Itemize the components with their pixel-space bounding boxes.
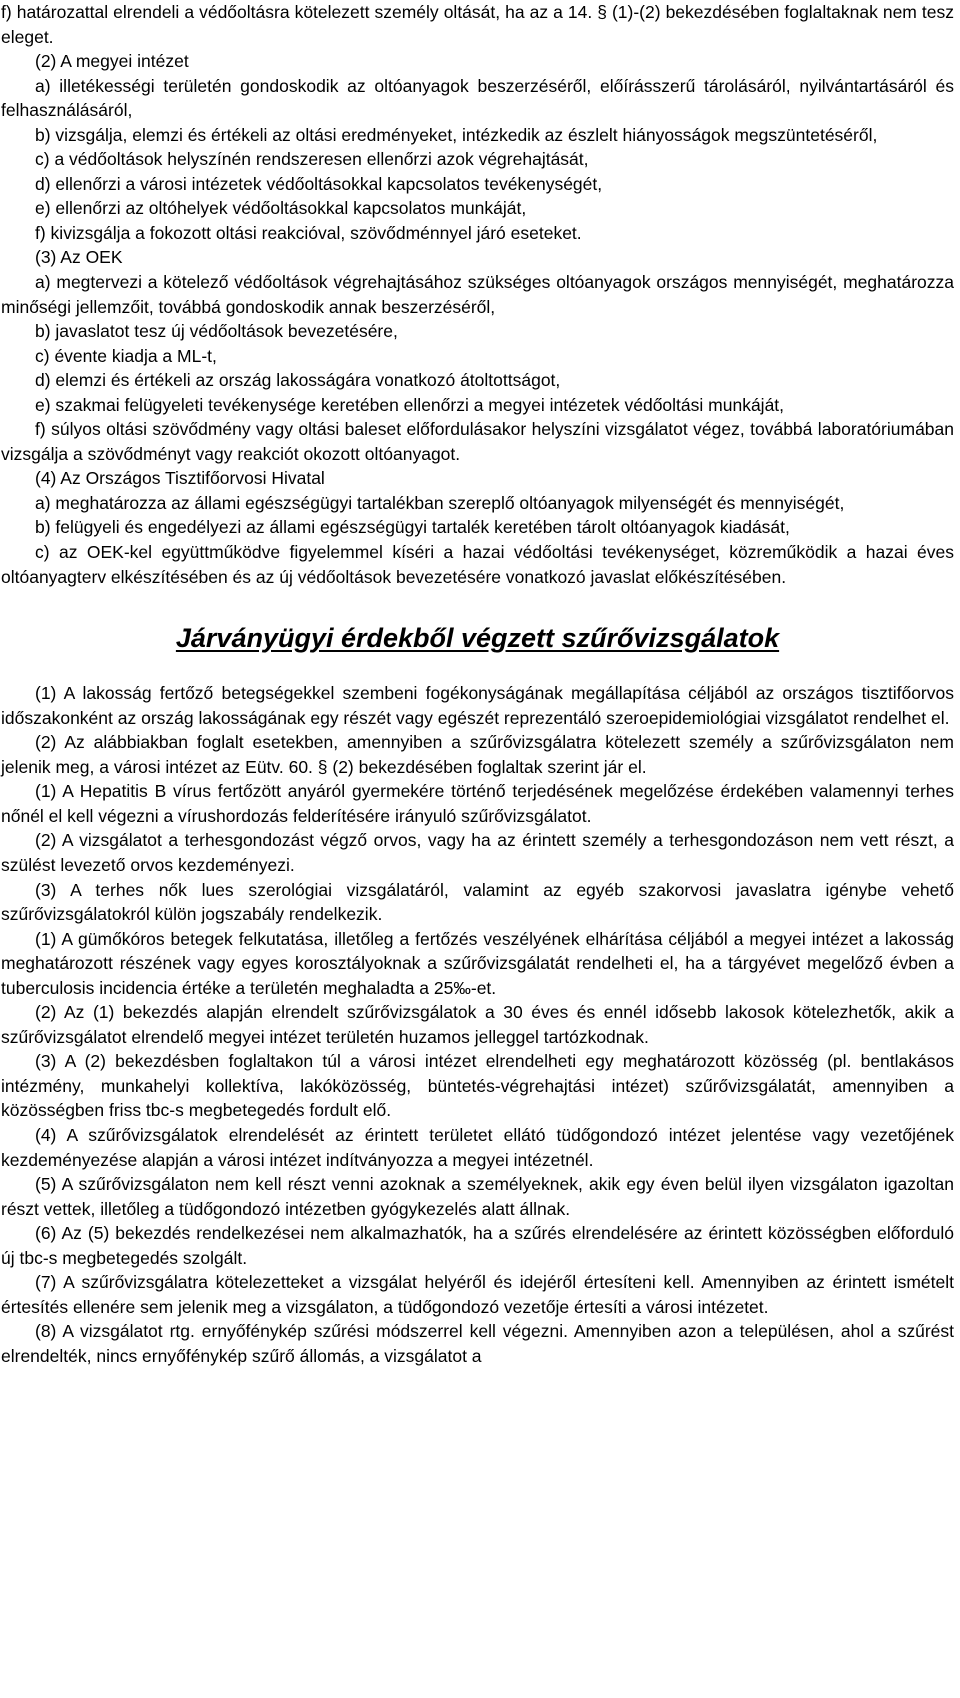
document-body-upper [1,0,954,589]
paragraph: (1) A Hepatitis B vírus fertőzött anyáról gyermekére történő terjedésének megelőzése érdekében valamennyi terhes nőnél el kell végezni a vírushordozás felderítésére irányuló szűrővizsgálatot. [1,781,954,826]
paragraph: e) ellenőrzi az oltóhelyek védőoltásokkal kapcsolatos munkáját, [35,198,527,219]
paragraph: e) szakmai felügyeleti tevékenysége keretében ellenőrzi a megyei intézetek védőoltási munkáját, [35,394,785,415]
paragraph: (1) A gümőkóros betegek felkutatása, illetőleg a fertőzés veszélyének elhárítása céljából a megyei intézet a lakosság meghatározott részének vagy egyes korosztályoknak a szűrővizsgálatát rendelheti el, ha a tárgyévet megelőző évben a tuberculosis incidencia értéke a területén meghaladta a 25‰-et. [1,928,954,998]
paragraph: (3) A terhes nők lues szerológiai vizsgálatáról, valamint az egyéb szakorvosi javaslatra igénybe vehető szűrővizsgálatokról külön jogszabály rendelkezik. [1,879,954,925]
paragraph: (3) Az OEK [35,247,123,268]
paragraph: (4) Az Országos Tisztifőorvosi Hivatal [35,468,325,489]
paragraph: (2) A vizsgálatot a terhesgondozást végző orvos, vagy ha az érintett személy a terhesgondozáson nem vett részt, a szülést levezető orvos kezdeményezi. [1,830,954,875]
paragraph: f) kivizsgálja a fokozott oltási reakcióval, szövődménnyel járó eseteket. [35,222,582,243]
paragraph: b) felügyeli és engedélyezi az állami egészségügyi tartalék keretében tárolt oltóanyagok kiadását, [35,517,790,538]
paragraph: c) az OEK-kel együttműködve figyelemmel kíséri a hazai védőoltási tevékenységet, közreműködik a hazai éves oltóanyagterv elkészítésében és az új védőoltások bevezetésére vonatkozó javaslat előkészítésében. [1,542,954,587]
paragraph: (7) A szűrővizsgálatra kötelezetteket a vizsgálat helyéről és idejéről értesíteni kell. Amennyiben az érintett ismételt értesítés ellenére sem jelenik meg a vizsgálaton, a tüdőgondozó vezetője értesíti a városi intézetet. [1,1272,954,1317]
paragraph: f) súlyos oltási szövődmény vagy oltási baleset előfordulásakor helyszíni vizsgálatot végez, továbbá laboratóriumában vizsgálja a szövődményt vagy reakciót okozott oltóanyagot. [1,419,954,464]
paragraph: (6) Az (5) bekezdés rendelkezései nem alkalmazhatók, ha a szűrés elrendelésére az érintett közösségben előforduló új tbc-s megbetegedés szolgált. [1,1223,954,1268]
document-body-lower [1,681,954,1368]
paragraph: d) elemzi és értékeli az ország lakosságára vonatkozó átoltottságot, [35,370,561,391]
paragraph: d) ellenőrzi a városi intézetek védőoltásokkal kapcsolatos tevékenységét, [35,173,603,194]
paragraph: (2) Az alábbiakban foglalt esetekben, amennyiben a szűrővizsgálatra kötelezett személy a szűrővizsgálaton nem jelenik meg, a városi intézet az Eütv. 60. § (2) bekezdésében foglaltak szerint jár el. [1,732,954,777]
paragraph: a) megtervezi a kötelező védőoltások végrehajtásához szükséges oltóanyagok országos mennyiségét, meghatározza minőségi jellemzőit, továbbá gondoskodik annak beszerzéséről, [1,272,954,317]
paragraph: c) évente kiadja a ML-t, [35,345,217,366]
paragraph: c) a védőoltások helyszínén rendszeresen ellenőrzi azok végrehajtását, [35,149,589,170]
paragraph: (8) A vizsgálatot rtg. ernyőfénykép szűrési módszerrel kell végezni. Amennyiben azon a településen, ahol a szűrést elrendelték, nincs ernyőfénykép szűrő állomás, a vizsgálatot a [1,1321,954,1366]
paragraph: (3) A (2) bekezdésben foglaltakon túl a városi intézet elrendelheti egy meghatározott közösség (pl. bentlakásos intézmény, munkahelyi kollektíva, lakóközösség, büntetés-végrehajtási intézet) szűrővizsgálatát, amennyiben a közösségben friss tbc-s megbetegedés fordult elő. [1,1051,954,1121]
paragraph: (1) A lakosság fertőző betegségekkel szembeni fogékonyságának megállapítása céljából az országos tisztifőorvos időszakonként az ország lakosságának egy részét vagy egészét reprezentáló szeroepidemiológiai vizsgálatot rendelhet el. [1,683,954,728]
paragraph: (2) A megyei intézet [35,51,189,72]
paragraph: (4) A szűrővizsgálatok elrendelését az érintett területet ellátó tüdőgondozó intézet jelentése vagy vezetőjének kezdeményezése alapján a városi intézet indítványozza a megyei intézetnél. [1,1124,954,1170]
section-heading: Járványügyi érdekből végzett szűrővizsgálatok [175,623,780,654]
paragraph: b) vizsgálja, elemzi és értékeli az oltási eredményeket, intézkedik az észlelt hiányosságok megszüntetéséről, [35,124,878,145]
paragraph: f) határozattal elrendeli a védőoltásra kötelezett személy oltását, ha az a 14. § (1)-(2) bekezdésében foglaltaknak nem tesz eleget. [1,2,954,47]
paragraph: (5) A szűrővizsgálaton nem kell részt venni azoknak a személyeknek, akik egy éven belül ilyen vizsgálaton igazoltan részt vettek, illetőleg a tüdőgondozó intézetben gyógykezelés alatt állnak. [1,1174,954,1219]
paragraph: a) meghatározza az állami egészségügyi tartalékban szereplő oltóanyagok milyenségét és mennyiségét, [35,492,845,513]
paragraph: (2) Az (1) bekezdés alapján elrendelt szűrővizsgálatok a 30 éves és ennél idősebb lakosok kötelezhetők, akik a szűrővizsgálatot elrendelő megyei intézet területén huzamos jelleggel tartózkodnak. [1,1002,954,1047]
paragraph: a) illetékességi területén gondoskodik az oltóanyagok beszerzéséről, előírásszerű tárolásáról, nyilvántartásáról és felhasználásáról, [1,75,954,121]
paragraph: b) javaslatot tesz új védőoltások bevezetésére, [35,321,398,342]
